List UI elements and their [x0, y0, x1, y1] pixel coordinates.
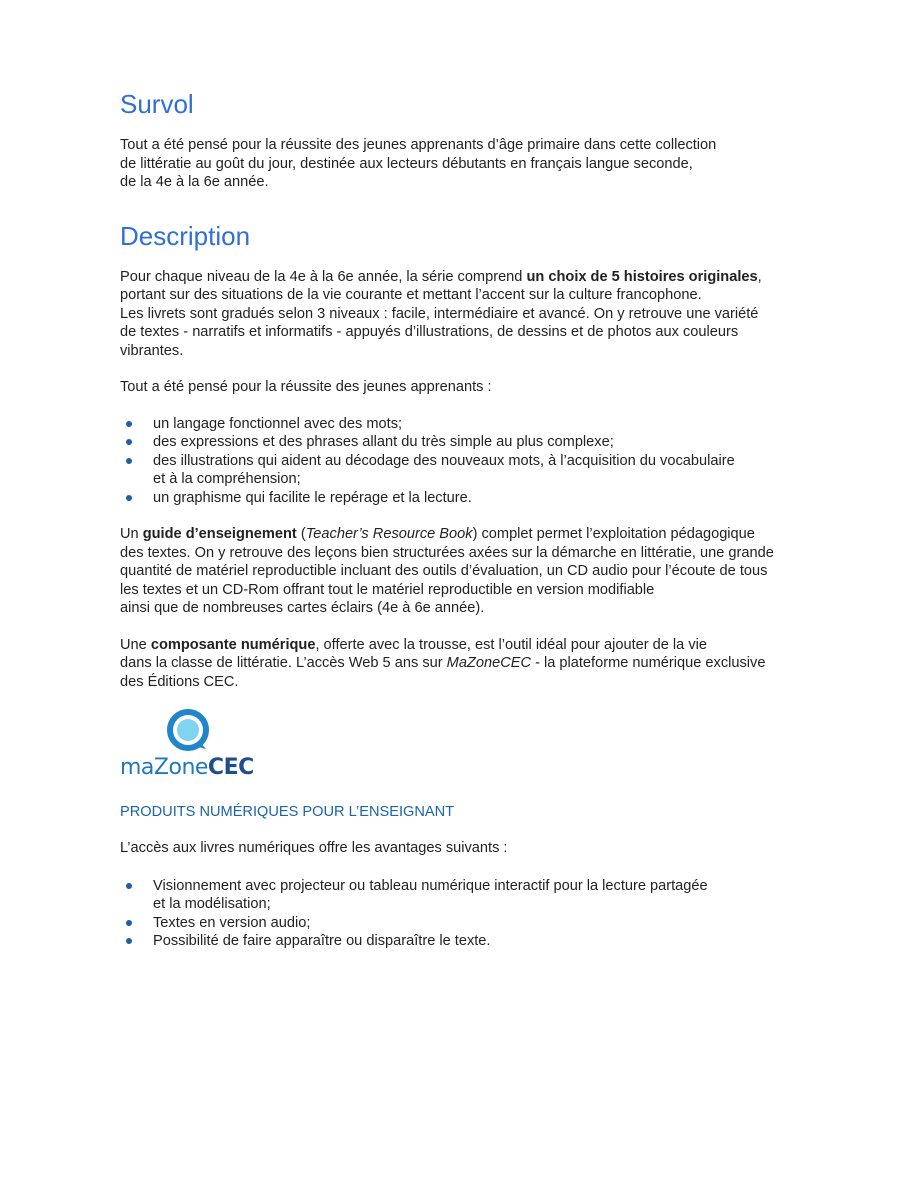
produits-title: PRODUITS NUMÉRIQUES POUR L’ENSEIGNANT: [120, 804, 455, 820]
mazonecec-wordmark: [120, 755, 254, 780]
survol-paragraph: Tout a été pensé pour la réussite des jeunes apprenants d’âge primaire dans cette collection de littératie au goût du jour, destinée aux lecteurs débutants en français langue seconde, de la 4e à la 6e année.: [120, 137, 717, 190]
guide-text-c: ) complet permet l’exploitation pédagogique des textes. On y retrouve des leçons bien structurées axées sur la démarche en littératie, une grande quantité de matériel reproductible incluant des outils d’évaluation, un CD audio pour l’écoute de tous les textes et un CD-Rom offrant tout le matériel reproductible en version modifiable ainsi que de nombreuses cartes éclairs (4e à 6e année).: [120, 526, 774, 616]
guide-text-a: Un: [120, 526, 143, 542]
list-item: [120, 489, 900, 508]
mazonecec-ring-icon: [167, 709, 209, 751]
num-italic: MaZoneCEC: [446, 655, 532, 671]
num-text-a: Une: [120, 636, 151, 653]
num-text-b: , offerte avec la trousse, est l’outil idéal pour ajouter de la vie dans la classe de littératie. L’accès Web 5 ans sur: [120, 636, 708, 671]
numerique-paragraph: [120, 636, 900, 692]
list-item-text: Visionnement avec projecteur ou tableau numérique interactif pour la lecture partagée et la modélisation;: [153, 877, 708, 912]
list-item-text: Textes en version audio;: [153, 914, 311, 931]
desc-p1-text-b: , portant sur des situations de la vie courante et mettant l’accent sur la culture francophone. Les livrets sont gradués selon 3 niveaux : facile, intermédiaire et avancé. On y retrouve une variété de textes - narratifs et informatifs - appuyés d’illustrations, de dessins et de photos aux couleurs vibrantes.: [120, 268, 762, 359]
description-paragraph-2: Tout a été pensé pour la réussite des jeunes apprenants :: [120, 379, 492, 395]
bullet-dot-icon: [126, 938, 132, 944]
list-item: [120, 914, 900, 933]
list-item-text: un graphisme qui facilite le repérage et la lecture.: [153, 489, 472, 506]
list-item: [120, 932, 900, 951]
document-page: [120, 88, 900, 951]
guide-paragraph: [120, 525, 900, 618]
desc-p1-bold: un choix de 5 histoires originales: [526, 268, 758, 285]
bullet-dot-icon: [126, 495, 132, 501]
bullet-dot-icon: [126, 421, 132, 427]
section-title-description: Description: [120, 220, 251, 251]
mazonecec-logo: [120, 709, 260, 779]
bullet-dot-icon: [126, 883, 132, 889]
list-item-text: des illustrations qui aident au décodage des nouveaux mots, à l’acquisition du vocabulaire et à la compréhension;: [153, 452, 735, 487]
list-item-text: un langage fonctionnel avec des mots;: [153, 415, 403, 432]
num-text-c: - la plateforme numérique exclusive des Éditions CEC.: [120, 655, 766, 690]
bullet-dot-icon: [126, 439, 132, 445]
description-paragraph-1: [120, 268, 900, 361]
list-item-text: des expressions et des phrases allant du très simple au plus complexe;: [153, 434, 614, 450]
guide-italic: Teacher’s Resource Book: [305, 526, 473, 542]
guide-text-b: (: [296, 526, 306, 542]
list-item: [120, 433, 900, 452]
list-item: [120, 452, 900, 489]
section-title-survol: Survol: [120, 89, 194, 119]
logo-text-cec: CEC: [207, 755, 254, 780]
desc-p1-text-a: Pour chaque niveau de la 4e à la 6e année, la série comprend: [120, 268, 527, 285]
list-item: [120, 415, 900, 434]
guide-bold: guide d’enseignement: [142, 526, 297, 542]
produits-intro: L’accès aux livres numériques offre les avantages suivants :: [120, 840, 508, 856]
logo-text-mazone: maZone: [120, 755, 208, 780]
num-bold: composante numérique: [150, 636, 316, 653]
description-bullet-list: [120, 415, 900, 508]
produits-bullet-list: [120, 877, 900, 951]
list-item-text: Possibilité de faire apparaître ou disparaître le texte.: [153, 933, 491, 949]
bullet-dot-icon: [126, 458, 132, 464]
bullet-dot-icon: [126, 920, 132, 926]
list-item: [120, 877, 900, 914]
